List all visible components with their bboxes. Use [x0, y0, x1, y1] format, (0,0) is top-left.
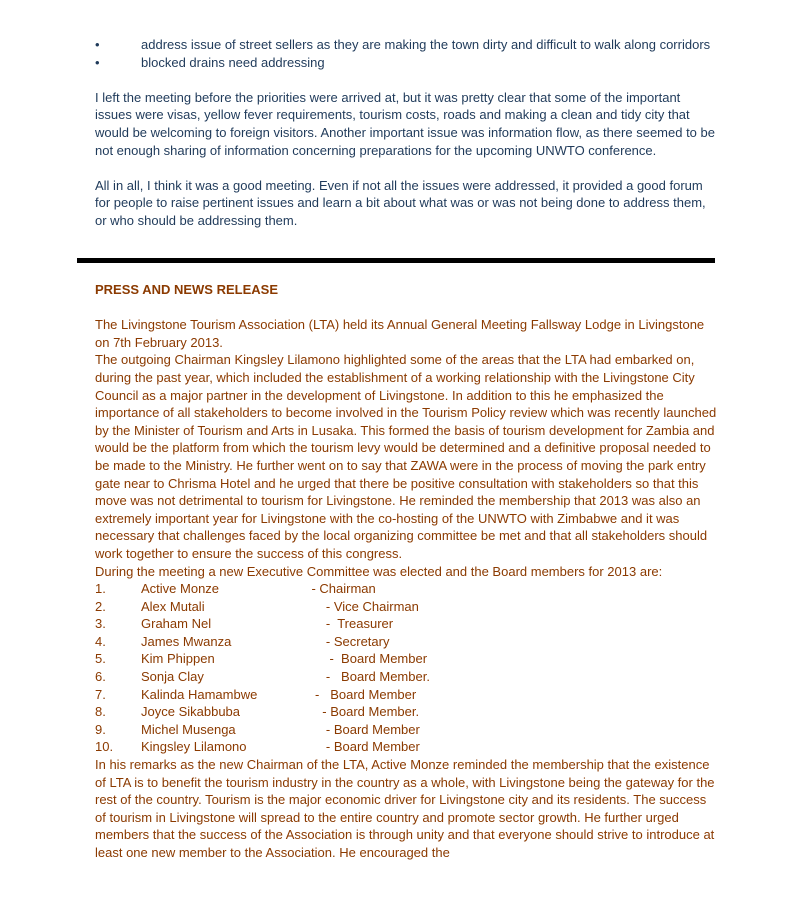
board-name: Active Monze — [141, 581, 220, 597]
board-member-row — [95, 580, 720, 598]
paragraph: I left the meeting before the priorities were arrived at, but it was pretty clear that some of the important issues were visas, yellow fever requirements, tourism costs, roads and making a clean and tidy city that would be welcoming to foreign visitors. Another important issue was information flow, as there seemed to be not enough sharing of information concerning preparations for the upcoming UNWTO conference. — [95, 89, 715, 158]
board-role: - Treasurer — [297, 616, 394, 632]
bullet-text: address issue of street sellers as they are making the town dirty and difficult to walk along corridors — [141, 37, 711, 52]
board-member-row — [95, 721, 720, 739]
meeting-notes-section — [95, 36, 715, 230]
press-release-section — [95, 281, 720, 862]
board-member-row — [95, 633, 720, 651]
board-number: 10. — [95, 739, 114, 755]
bullet-text: blocked drains need addressing — [141, 54, 325, 70]
board-number: 5. — [95, 651, 106, 667]
bullet-item — [95, 54, 715, 72]
board-role: - Board Member. — [297, 669, 430, 685]
new-chairman-remarks: In his remarks as the new Chairman of the LTA, Active Monze reminded the membership that the existence of LTA is to benefit the tourism industry in the country as a whole, with Livingstone being the gateway for the rest of the country. Tourism is the major economic driver for Livingstone city and its residents. The success of tourism in Livingstone will spread to the entire country and promote sector growth. He further urged members that the success of the Association is through unity and that everyone should strive to introduce at least one new member to the Association. He encouraged the — [95, 757, 715, 860]
press-intro: The Livingstone Tourism Association (LTA) held its Annual General Meeting Fallsway Lodge in Livingstone on 7th February 2013. — [95, 317, 705, 350]
board-name: Kim Phippen — [141, 651, 215, 667]
board-role: - Board Member — [297, 721, 420, 737]
board-name: Sonja Clay — [141, 669, 204, 685]
board-number: 4. — [95, 633, 106, 649]
board-name: Kalinda Hamambwe — [141, 686, 258, 702]
board-name: Alex Mutali — [141, 598, 205, 614]
board-number: 1. — [95, 581, 106, 597]
board-name: Michel Musenga — [141, 721, 236, 737]
bullet-item — [95, 36, 715, 54]
board-number: 7. — [95, 686, 106, 702]
board-member-row — [95, 738, 720, 756]
press-heading: PRESS AND NEWS RELEASE — [95, 282, 278, 297]
board-list — [95, 580, 720, 756]
board-member-row — [95, 668, 720, 686]
board-role: - Board Member — [297, 686, 417, 702]
board-number: 8. — [95, 704, 106, 720]
board-member-row — [95, 598, 720, 616]
bullet-symbol: • — [95, 54, 100, 70]
board-number: 2. — [95, 598, 106, 614]
board-role: - Board Member. — [297, 704, 420, 720]
board-name: Graham Nel — [141, 616, 212, 632]
paragraph: All in all, I think it was a good meeting. Even if not all the issues were addressed, it provided a good forum for people to raise pertinent issues and learn a bit about what was or was not being done to address them, or who should be addressing them. — [95, 177, 706, 228]
election-intro: During the meeting a new Executive Committee was elected and the Board members for 2013 are: — [95, 563, 663, 579]
board-name: James Mwanza — [141, 633, 232, 649]
board-name: Joyce Sikabbuba — [141, 704, 241, 720]
chairman-remarks: The outgoing Chairman Kingsley Lilamono highlighted some of the areas that the LTA had embarked on, during the past year, which included the establishment of a working relationship with the Livingstone City Council as a major partner in the development of Livingstone. In addition to this he emphasized the importance of all stakeholders to become involved in the Tourism Policy review which was recently launched by the Minister of Tourism and Arts in Lusaka. This formed the basis of tourism development for Zambia and would be the platform from which the tourism levy would be determined and a definitive proposal needed to be made to the Ministry. He further went on to say that ZAWA were in the process of moving the park entry gate near to Chrisma Hotel and he urged that there be positive consultation with stakeholders so that this move was not detrimental to tourism for Livingstone. He reminded the membership that 2013 was also an extremely important year for Livingstone with the co-hosting of the UNWTO with Zimbabwe and it was necessary that challenges faced by the local organizing committee be met and that all stakeholders should work together to ensure the success of this congress. — [95, 352, 717, 561]
bullet-symbol: • — [95, 37, 100, 52]
board-member-row — [95, 650, 720, 668]
board-member-row — [95, 686, 720, 704]
section-divider — [77, 258, 715, 263]
board-role: - Secretary — [297, 633, 390, 649]
board-member-row — [95, 615, 720, 633]
board-member-row — [95, 703, 720, 721]
board-role: - Board Member — [297, 651, 428, 667]
board-name: Kingsley Lilamono — [141, 739, 247, 755]
board-number: 6. — [95, 669, 106, 685]
board-role: - Chairman — [297, 581, 376, 597]
board-number: 9. — [95, 721, 106, 737]
board-number: 3. — [95, 616, 106, 632]
board-role: - Vice Chairman — [297, 598, 419, 614]
board-role: - Board Member — [297, 739, 420, 755]
